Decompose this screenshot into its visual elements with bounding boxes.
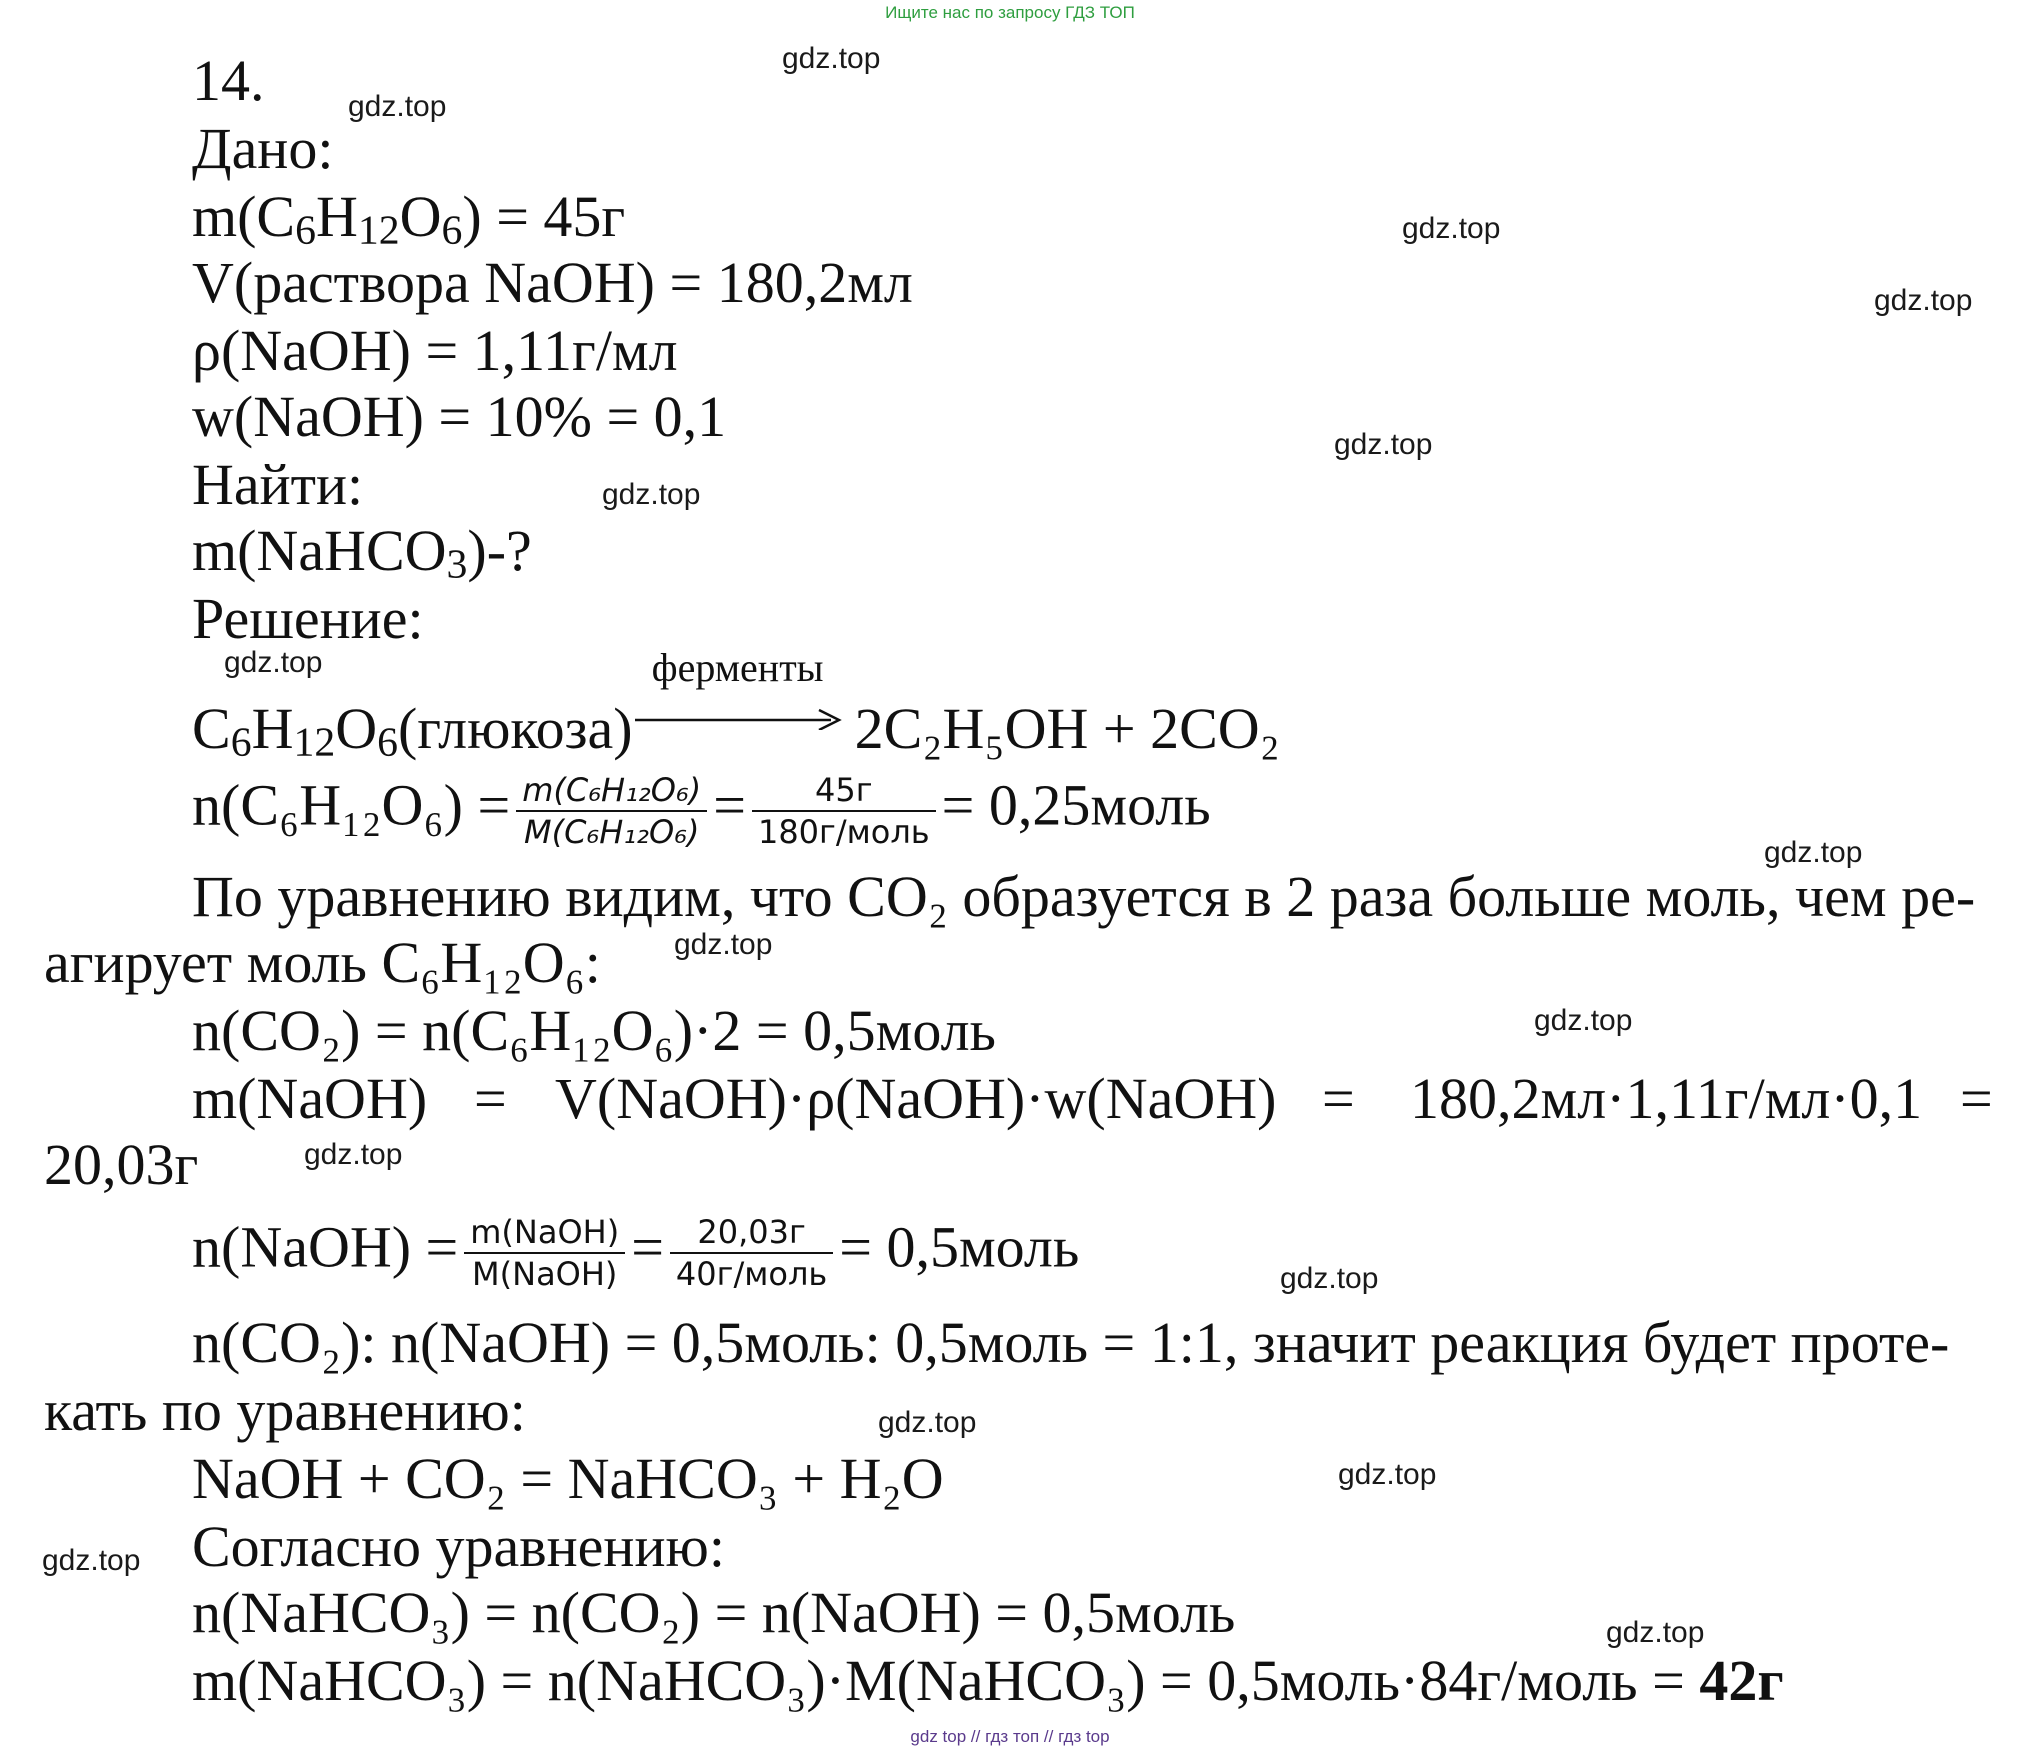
watermark: gdz.top	[1334, 428, 1433, 461]
m-naoh-c: V(NaOH)·ρ(NaOH)·w(NaOH)	[555, 1066, 1277, 1131]
watermark: gdz.top	[1338, 1458, 1437, 1491]
given-label: Дано:	[192, 116, 334, 181]
solution-label: Решение:	[192, 586, 424, 651]
paragraph-1-line-1: По уравнению видим, что CO₂ образуется в 2 раза больше моль, чем ре-	[192, 864, 1976, 929]
watermark: gdz.top	[1874, 284, 1973, 317]
m-nahco3: m(NaHCO₃) = n(NaHCO₃)·M(NaHCO₃) = 0,5моль·84г/моль = 42г	[192, 1648, 1784, 1713]
find-label: Найти:	[192, 452, 364, 517]
watermark: gdz.top	[1534, 1004, 1633, 1037]
according-label: Согласно уравнению:	[192, 1514, 725, 1579]
fraction: $\frac{20,03г}{\text{40г/моль}}$	[670, 1212, 833, 1294]
fraction: $\frac{\text{m(C₆H₁₂O₆)}}{\text{M(C₆H₁₂O₆)}}$	[516, 770, 707, 852]
watermark: gdz.top	[1764, 836, 1863, 869]
final-answer: 42г	[1699, 1648, 1784, 1713]
reaction-arrow	[633, 645, 843, 748]
watermark: gdz.top	[782, 42, 881, 75]
given-naoh-fraction: w(NaOH) = 10% = 0,1	[192, 384, 727, 449]
n-nahco3: n(NaHCO₃) = n(CO₂) = n(NaOH) = 0,5моль	[192, 1580, 1236, 1645]
watermark: gdz.top	[224, 646, 323, 679]
top-banner[interactable]	[0, 4, 2020, 21]
watermark: gdz.top	[304, 1138, 403, 1171]
m-naoh-line-2: 20,03г	[44, 1132, 199, 1197]
task-number: 14.	[192, 48, 265, 113]
m-naoh-e: 180,2мл·1,11г/мл·0,1	[1410, 1066, 1923, 1131]
paragraph-2-line-2: кать по уравнению:	[44, 1378, 526, 1443]
watermark: gdz.top	[602, 478, 701, 511]
watermark: gdz.top	[1280, 1262, 1379, 1295]
watermark: gdz.top	[348, 90, 447, 123]
fraction: $\frac{45г}{\text{180г/моль}}$	[752, 770, 936, 852]
right-arrow-icon	[633, 700, 843, 730]
n-co2: n(CO₂) = n(C₆H₁₂O₆)·2 = 0,5моль	[192, 998, 996, 1063]
fraction: $\frac{\text{m(NaOH)}}{\text{M(NaOH)}}$	[464, 1212, 625, 1294]
bottom-banner[interactable]	[0, 1728, 2020, 1745]
watermark: gdz.top	[1402, 212, 1501, 245]
find-target: m(NaHCO$_3$)-?	[192, 518, 532, 588]
n-naoh-formula: n(NaOH) = $\frac{\text{m(NaOH)}}{\text{M(NaOH)}}$ = $\frac{20,03г}{\text{40г/моль}}$ = 0,5моль	[192, 1213, 1080, 1293]
paragraph-2-line-1: n(CO₂): n(NaOH) = 0,5моль: 0,5моль = 1:1, значит реакция будет проте-	[192, 1310, 1950, 1375]
paragraph-1-line-2: агирует моль C₆H₁₂O₆:	[44, 930, 601, 995]
n-glucose-formula: n(C₆H₁₂O₆) = $\frac{\text{m(C₆H₁₂O₆)}}{\text{M(C₆H₁₂O₆)}}$ = $\frac{45г}{\text{180г/моль}}$ = 0,25моль	[192, 771, 1211, 851]
given-naoh-volume: V(раствора NaOH) = 180,2мл	[192, 250, 913, 315]
m-naoh-f: =	[1960, 1066, 1993, 1131]
bottom-banner-text[interactable]: gdz top // гдз топ // гдз top	[910, 1727, 1110, 1746]
watermark: gdz.top	[42, 1544, 141, 1577]
watermark: gdz.top	[674, 928, 773, 961]
reaction-neutralization: NaOH + CO₂ = NaHCO₃ + H₂O	[192, 1446, 944, 1511]
m-naoh-d: =	[1322, 1066, 1355, 1131]
reaction-fermentation: $C_6H_{12}O_6(глюкоза)$ ферменты 2C₂H₅OH + 2CO₂	[192, 645, 1280, 766]
given-naoh-density: ρ(NaOH) = 1,11г/мл	[192, 318, 678, 383]
watermark: gdz.top	[1606, 1616, 1705, 1649]
m-naoh-b: =	[474, 1066, 507, 1131]
m-naoh-a: m(NaOH)	[192, 1066, 428, 1131]
watermark: gdz.top	[878, 1406, 977, 1439]
arrow-label: ферменты	[651, 645, 824, 690]
top-banner-text[interactable]: Ищите нас по запросу ГДЗ ТОП	[885, 3, 1135, 22]
given-glucose-mass: $m(C_6H_{12}O_6) = 45г$	[192, 184, 626, 254]
